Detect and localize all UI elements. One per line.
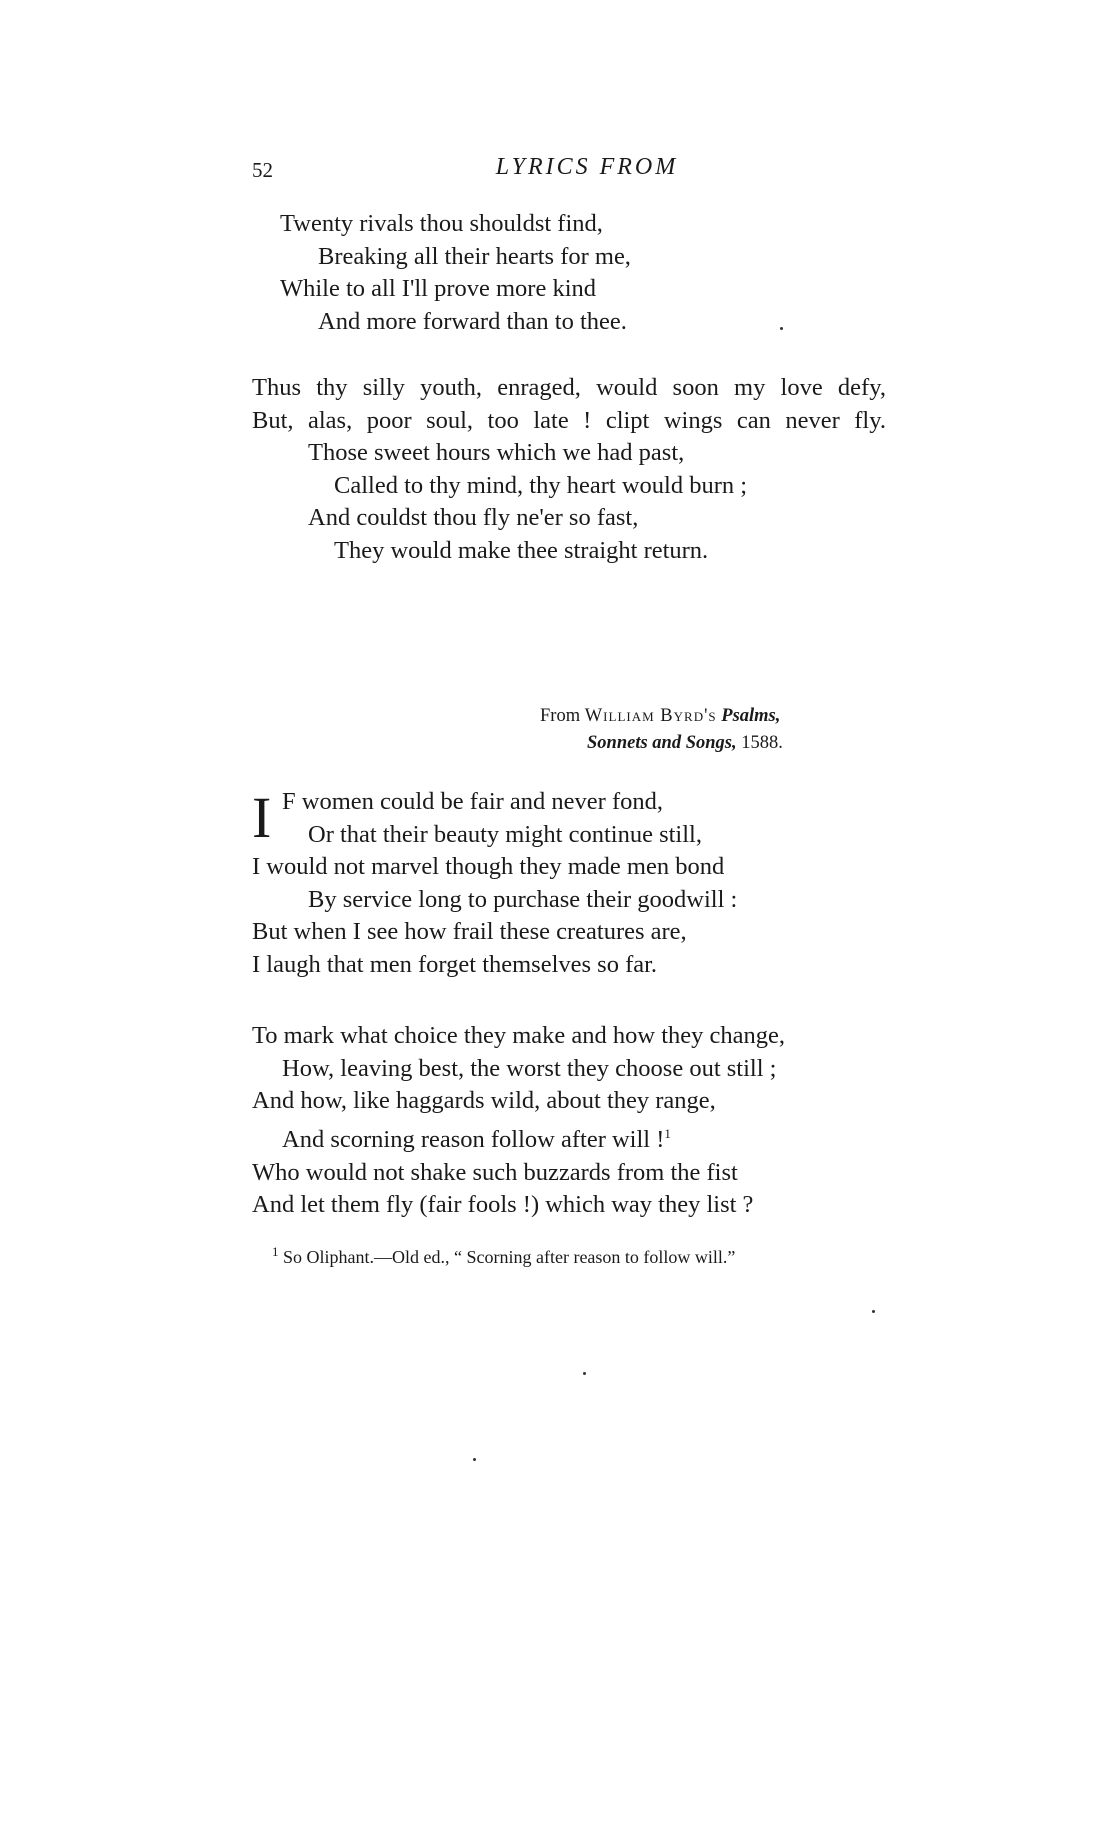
footnote — [272, 1244, 735, 1268]
dropcap-block — [252, 786, 737, 851]
poem-line: Those sweet hours which we had past, — [308, 439, 685, 467]
page-number: 52 — [252, 158, 273, 182]
stanza-2 — [252, 372, 886, 568]
source-attribution — [540, 703, 900, 757]
poem-line: Twenty rivals thou shouldst find, — [280, 210, 603, 237]
poem-line: Called to thy mind, thy heart would burn ; — [334, 471, 748, 499]
poem-line: By service long to purchase their goodwill : — [308, 885, 738, 913]
attribution-from: From — [540, 706, 581, 726]
poem-line: And couldst thou fly ne'er so fast, — [308, 504, 639, 532]
attribution-title-2: Sonnets and Songs, — [587, 733, 737, 753]
poem-line: But, alas, poor soul, too late ! clipt wings can never fly. — [252, 406, 886, 434]
poem-line: How, leaving best, the worst they choose out still ; — [282, 1054, 777, 1082]
poem-line: And more forward than to thee. — [318, 307, 627, 335]
attribution-title-1: Psalms, — [721, 706, 781, 726]
poem-line: Or that their beauty might continue still, — [308, 820, 702, 848]
poem-line: And how, like haggards wild, about they range, — [252, 1087, 716, 1115]
attribution-author: William Byrd's — [584, 706, 717, 726]
poem-line: I laugh that men forget themselves so far. — [252, 950, 658, 978]
print-speck — [473, 1458, 476, 1461]
print-speck — [780, 327, 783, 330]
footnote-marker: 1 — [272, 1244, 279, 1259]
print-speck — [872, 1310, 875, 1313]
stanza-3 — [252, 786, 737, 982]
stanza-4 — [252, 1020, 785, 1222]
poem-line — [252, 1118, 785, 1157]
poem-line: I would not marvel though they made men bond — [252, 853, 725, 881]
poem-line: While to all I'll prove more kind — [280, 275, 597, 303]
poem-line: And let them fly (fair fools !) which way they list ? — [252, 1191, 754, 1219]
poem-line: To mark what choice they make and how they change, — [252, 1022, 786, 1049]
footnote-text: So Oliphant.—Old ed., “ Scorning after reason to follow will.” — [283, 1247, 736, 1267]
attribution-year: 1588. — [741, 733, 783, 753]
poem-line: F women could be fair and never fond, — [282, 788, 663, 815]
footnote-reference: 1 — [664, 1125, 671, 1141]
attribution-line-2 — [540, 730, 900, 757]
page-header — [252, 154, 892, 188]
poem-line-text: And scorning reason follow after will ! — [282, 1125, 665, 1153]
attribution-line-1 — [540, 703, 900, 730]
print-speck — [583, 1372, 586, 1375]
poem-line: Thus thy silly youth, enraged, would soon my love defy, — [252, 374, 886, 401]
poem-line: Who would not shake such buzzards from the fist — [252, 1158, 738, 1186]
running-head: LYRICS FROM — [495, 154, 679, 180]
poem-line: Breaking all their hearts for me, — [318, 242, 631, 270]
poem-line: But when I see how frail these creatures are, — [252, 918, 687, 946]
stanza-1 — [252, 208, 631, 338]
drop-cap: I — [252, 785, 272, 850]
poem-line: They would make thee straight return. — [334, 536, 709, 564]
